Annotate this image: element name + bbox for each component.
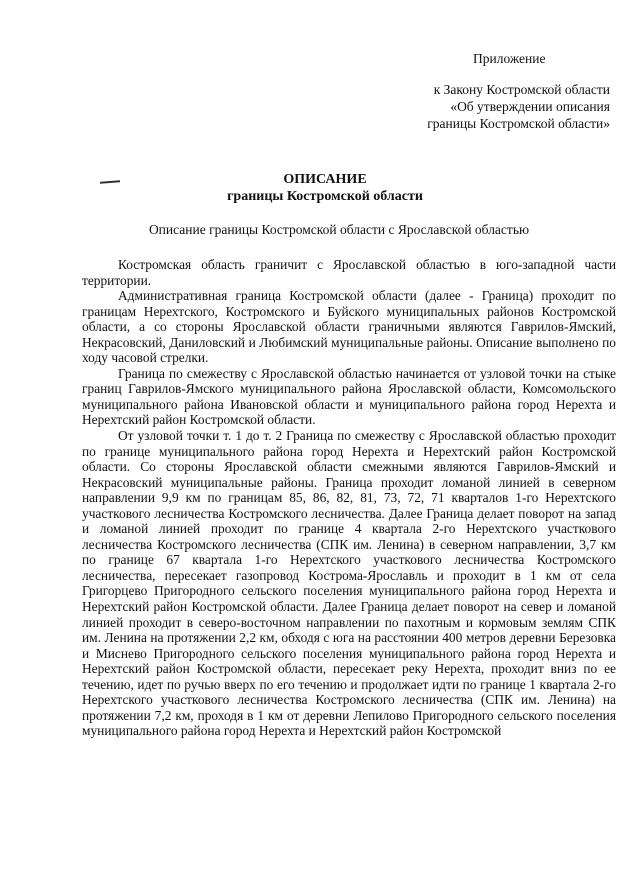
paragraph: Костромская область граничит с Ярославской областью в юго-западной части территории.	[82, 257, 616, 288]
paragraph: Административная граница Костромской области (далее - Граница) проходит по границам Нерехтского, Костромского и Буйского муниципальных районов Костромской области, а со стороны Ярославской области граничными являются Гаврилов-Ямский, Некрасовский, Даниловский и Любимский муниципальные районы. Описание выполнено по ходу часовой стрелки.	[82, 288, 616, 366]
appendix-header	[395, 50, 625, 132]
appendix-law-name-line2: границы Костромской области»	[427, 116, 610, 131]
document-body	[82, 257, 616, 739]
section-title: Описание границы Костромской области с Ярославской областью	[148, 222, 530, 237]
document-subtitle: границы Костромской области	[227, 189, 423, 204]
appendix-law-reference: к Закону Костромской области	[433, 82, 610, 97]
document-title: ОПИСАНИЕ	[283, 172, 367, 187]
appendix-title: Приложение	[473, 51, 546, 66]
paragraph: Граница по смежеству с Ярославской областью начинается от узловой точки на стыке границ Гаврилов-Ямского муниципального района Ярославской области, Комсомольского муниципального района Ивановской области и муниципального района город Нерехта и Нерехтский район Костромской области.	[82, 365, 616, 428]
appendix-law-name-line1: «Об утверждении описания	[450, 99, 610, 114]
paragraph: От узловой точки т. 1 до т. 2 Граница по смежеству с Ярославской областью проходит по границе муниципального района город Нерехта и Нерехтский район Костромской области. Со стороны Ярославской области смежными являются Гаврилов-Ямский и Некрасовский муниципальные районы. Граница проходит ломаной линией в северном направлении 9,9 км по границам 85, 86, 82, 81, 73, 72, 71 кварталов 1-го Нерехтского участкового лесничества Костромского лесничества. Далее Граница делает поворот на запад и ломаной линией проходит по границе 4 квартала 2-го Нерехтского участкового лесничества Костромского лесничества (СПК им. Ленина) в северном направлении, 3,7 км по границе 67 квартала 1-го Нерехтского участкового лесничества Костромского лесничества, пересекает газопровод Кострома-Ярославль и проходит в 1 км от села Григорцево Пригородного сельского поселения муниципального района город Нерехта и Нерехтский район Костромской области. Далее Граница делает поворот на север и ломаной линией проходит в северо-восточном направлении по пахотным и кормовым землям СПК им. Ленина на протяжении 2,2 км, обходя с юга на расстоянии 400 метров деревни Березовка и Миснево Пригородного сельского поселения муниципального района город Нерехта и Нерехтский район Костромской области, пересекает реку Нерехта, проходит вниз по ее течению, идет по ручью вверх по его течению и продолжает идти по границе 1 квартала 2-го Нерехтского участкового лесничества Костромского лесничества (СПК им. Ленина) на протяжении 7,2 км, проходя в 1 км от деревни Лепилово Пригородного сельского поселения муниципального района город Нерехта и Нерехтский район Костромской	[82, 428, 616, 739]
